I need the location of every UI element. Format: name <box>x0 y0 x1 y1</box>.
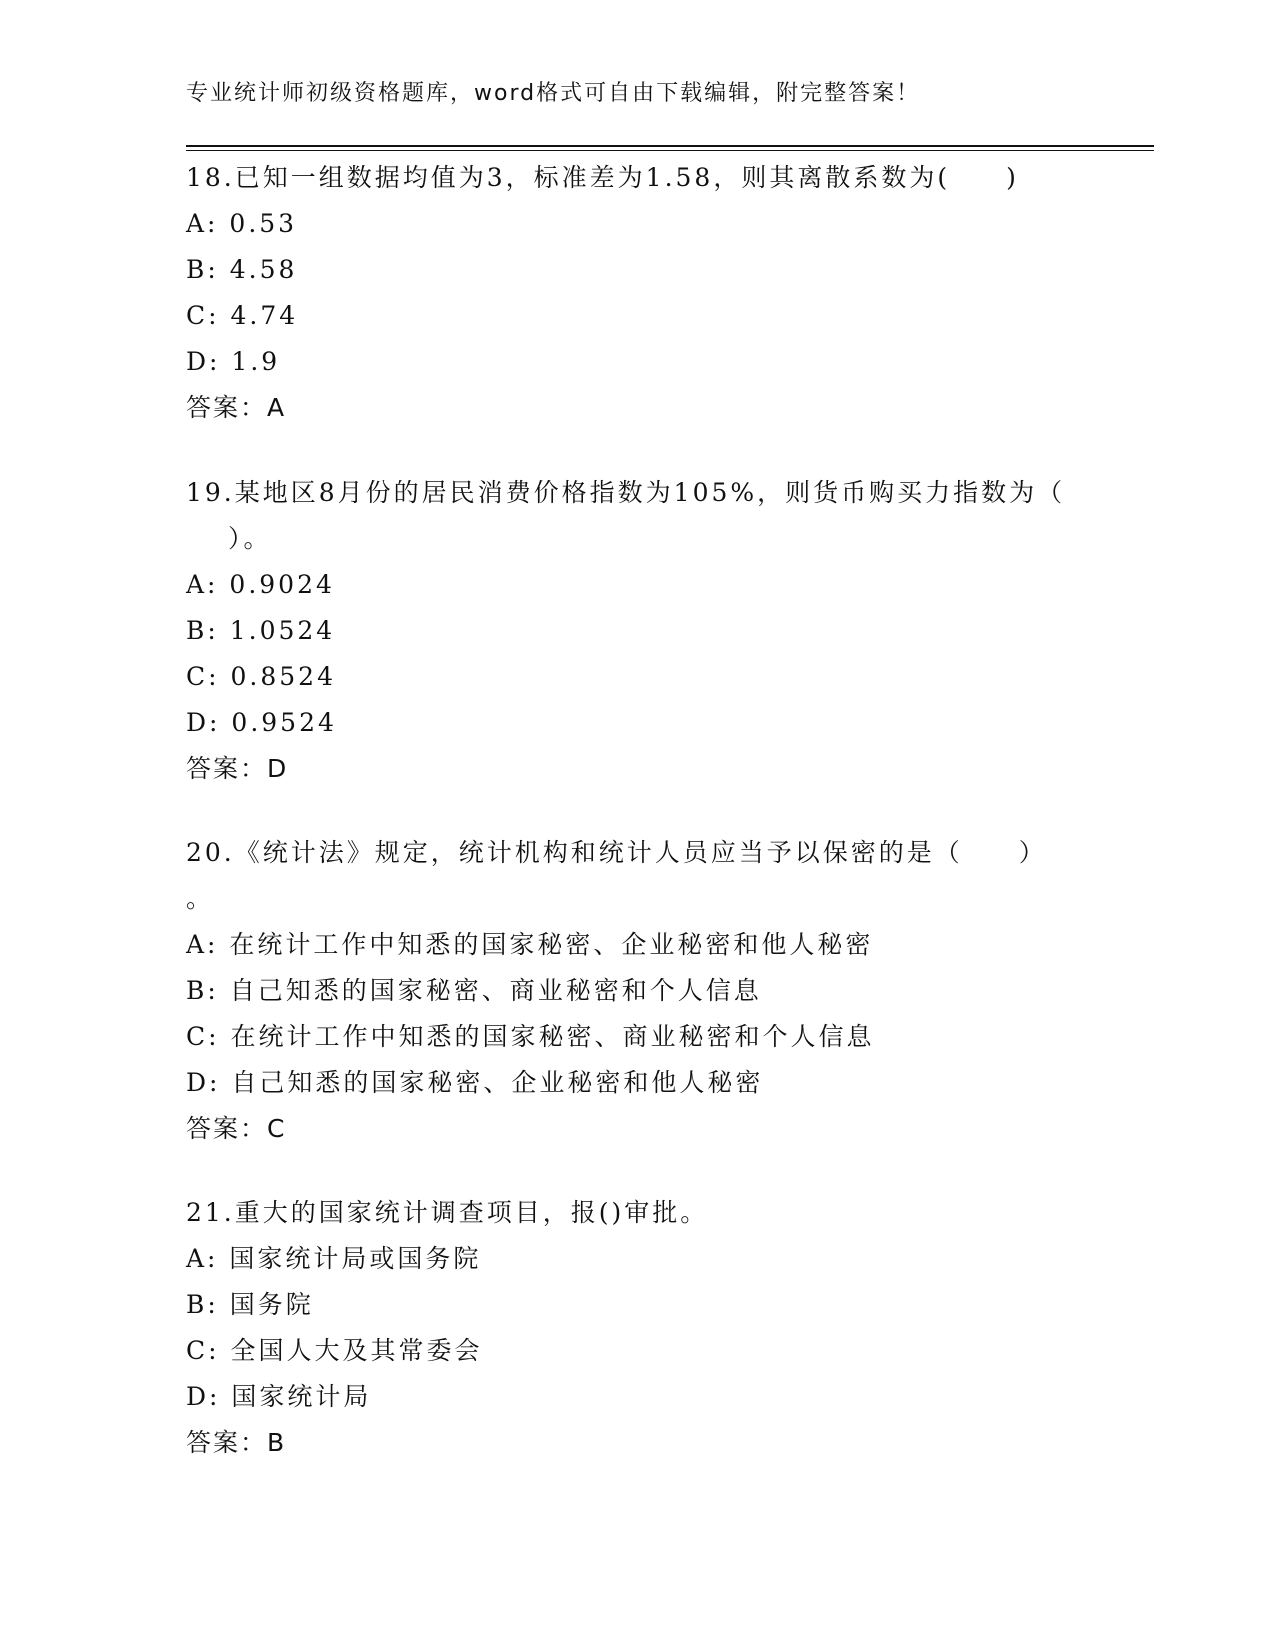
option-d: D: 自己知悉的国家秘密、企业秘密和他人秘密 <box>186 1068 764 1097</box>
question-stem: 21.重大的国家统计调查项目，报()审批。 <box>186 1198 709 1227</box>
option-a: A: 0.9024 <box>186 570 335 599</box>
option-b: B: 自己知悉的国家秘密、商业秘密和个人信息 <box>186 976 762 1005</box>
page-header: 专业统计师初级资格题库，word格式可自由下载编辑，附完整答案！ <box>186 81 921 106</box>
question-19 <box>186 470 1086 792</box>
answer-label: 答案：D <box>186 754 289 783</box>
question-stem: 18.已知一组数据均值为3，标准差为1.58，则其离散系数为( ) <box>186 163 1019 192</box>
option-d: D: 0.9524 <box>186 708 337 737</box>
question-stem-continued: ）。 <box>228 524 272 553</box>
answer-label: 答案：B <box>186 1428 287 1457</box>
question-stem-continued: 。 <box>186 884 215 913</box>
answer-label: 答案：C <box>186 1114 287 1143</box>
answer-label: 答案：A <box>186 393 287 422</box>
option-b: B: 国务院 <box>186 1290 314 1319</box>
question-18 <box>186 155 1086 431</box>
question-20 <box>186 830 1086 1152</box>
option-d: D: 国家统计局 <box>186 1382 372 1411</box>
question-stem: 19.某地区8月份的居民消费价格指数为105%，则货币购买力指数为（ <box>186 478 1066 507</box>
option-b: B: 4.58 <box>186 255 298 284</box>
option-c: C: 在统计工作中知悉的国家秘密、商业秘密和个人信息 <box>186 1022 875 1051</box>
header-rule-thin <box>186 150 1154 151</box>
header-rule-thick <box>186 145 1154 147</box>
option-a: A: 国家统计局或国务院 <box>186 1244 482 1273</box>
option-a: A: 0.53 <box>186 209 298 238</box>
option-b: B: 1.0524 <box>186 616 336 645</box>
option-d: D: 1.9 <box>186 347 281 376</box>
option-c: C: 4.74 <box>186 301 299 330</box>
option-a: A: 在统计工作中知悉的国家秘密、企业秘密和他人秘密 <box>186 930 874 959</box>
option-c: C: 全国人大及其常委会 <box>186 1336 483 1365</box>
question-21 <box>186 1190 1086 1466</box>
option-c: C: 0.8524 <box>186 662 336 691</box>
question-stem: 20.《统计法》规定，统计机构和统计人员应当予以保密的是（ ） <box>186 838 1047 867</box>
